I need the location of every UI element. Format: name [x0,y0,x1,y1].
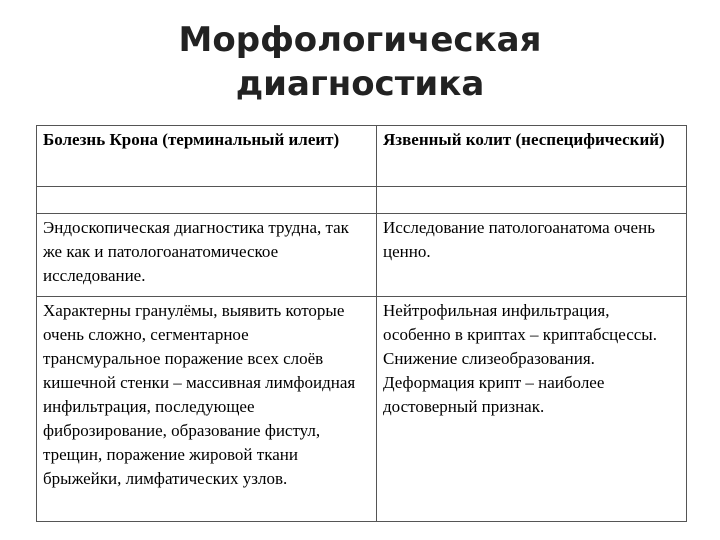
page-title [0,18,720,106]
morphology-cell-crohn: Характерны гранулёмы, выявить которые очень сложно, сегментарное трансмуральное поражение всех слоёв кишечной стенки – массивная лимфоидная инфильтрация, последующее фиброзирование, образование фистул, трещин, поражение жировой ткани брыжейки, лимфатических узлов. [37,297,377,522]
page-title-line-1: Морфологическая [178,20,542,60]
page-title-line-2: диагностика [235,64,485,104]
morphology-cell-colitis: Нейтрофильная инфильтрация, особенно в криптах – криптабсцессы. Снижение слизеобразования. Деформация крипт – наиболее достоверный признак. [377,297,687,522]
empty-cell-crohn [37,187,377,214]
table-row-morphology [37,297,687,522]
comparison-table [36,125,687,522]
table-row-endoscopy [37,214,687,297]
empty-cell-colitis [377,187,687,214]
header-cell-colitis: Язвенный колит (неспецифический) [377,126,687,187]
endoscopy-cell-colitis: Исследование патологоанатома очень ценно. [377,214,687,297]
table-empty-row [37,187,687,214]
endoscopy-cell-crohn: Эндоскопическая диагностика трудна, так же как и патологоанатомическое исследование. [37,214,377,297]
table-header-row [37,126,687,187]
header-cell-crohn: Болезнь Крона (терминальный илеит) [37,126,377,187]
